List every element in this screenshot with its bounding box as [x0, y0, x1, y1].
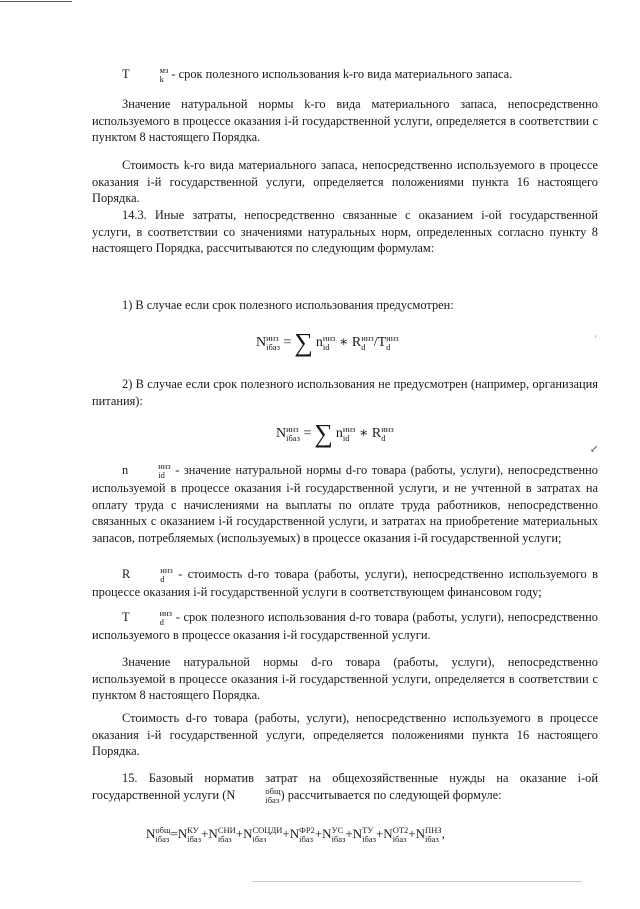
paragraph-case-2: 2) В случае если срок полезного использования не предусмотрен (например, организация питания): — [92, 377, 598, 408]
paragraph-14-3: 14.3. Иные затраты, непосредственно связанные с оказанием i-ой государственной услуги, в соответствии со значениями натуральных норм, определенных согласно пункту 8 настоящего Порядка, рассчитываются по следующим формулам: — [92, 208, 598, 256]
formula-term: N КУ iбаз — [177, 825, 202, 844]
paragraph-nid-definition: n инз id - значение натуральной нормы d-го товара (работы, услуги), непосредственно используемой в процессе оказания i-й государственной услуги, и не учтенной в затратах на оплату труда с начислениями на выплаты по оплате труда работников, непосредственно связанных с оказанием i-й государственной услуги, и затратах на приобретение материальных запасов, потребляемых (используемых) в процессе оказания i-й государственной услуги; — [92, 461, 598, 545]
paragraph-natural-norm-k: Значение натуральной нормы k-го вида материального запаса, непосредственно используемого в процессе оказания i-й государственной услуги, определяется в соответствии с пунктом 8 настоящего Порядка. — [92, 97, 598, 145]
plus-sign: + — [282, 826, 290, 841]
paragraph-natural-norm-d: Значение натуральной нормы d-го товара (работы, услуги), непосредственно используемой в процессе оказания i-й государственной услуги, определяется в соответствии с пунктом 8 настоящего Порядка. — [92, 655, 598, 703]
plus-sign: + — [201, 826, 209, 841]
footer-rule — [252, 881, 582, 882]
formula-term: N ТУ iбаз — [352, 825, 376, 844]
formula-term: N ФР2 iбаз — [289, 825, 315, 844]
formula-term: N СНИ iбаз — [208, 825, 236, 844]
plus-sign: + — [408, 826, 416, 841]
plus-sign: + — [235, 826, 244, 841]
formula-term: N ОТ2 iбаз — [383, 825, 409, 844]
header-rule — [0, 1, 72, 2]
formula-term: N ПНЗ iбаз — [415, 825, 442, 844]
paragraph-15: 15. Базовый норматив затрат на общехозяйственные нужды на оказание i-ой государственной услуги (N общ iбаз ) рассчитывается по следующей формуле: — [92, 771, 598, 805]
plus-sign: + — [314, 826, 323, 841]
plus-sign: + — [345, 826, 353, 841]
formula-without-useful-life: N инз iбаз = ∑ n инз id ∗ R инз d — [276, 419, 394, 448]
formula-term: N УС iбаз — [322, 825, 346, 844]
paragraph-cost-k: Стоимость k-го вида материального запаса, непосредственно используемого в процессе оказания i-й государственной услуги, определяется положениями пункта 16 настоящего Порядка. — [92, 158, 598, 206]
margin-mark: ↙ — [590, 444, 599, 455]
paragraph-rd-definition: R инз d - стоимость d-го товара (работы, услуги), непосредственно используемого в процессе оказания i-й государственной услуги в соответствующем финансовом году; — [92, 565, 598, 599]
formula-terms — [177, 825, 442, 844]
formula-general-expenses: N общ iбаз =N КУ iбаз +N СНИ iбаз +N СОЦДИ iбаз +N ФР2 iбаз +N УС iбаз +N ТУ iбаз +N ОТ2 iбаз +N ПНЗ iбаз , — [146, 825, 445, 844]
formula-with-useful-life: N инз iбаз = ∑ n инз id ∗ R инз d /T инз d — [256, 328, 399, 357]
paragraph-tk-definition: T мз k - срок полезного использования k-го вида материального запаса. — [122, 65, 513, 84]
paragraph-cost-d: Стоимость d-го товара (работы, услуги), непосредственно используемого в процессе оказания i-й государственной услуги, определяется положениями пункта 16 настоящего Порядка. — [92, 711, 598, 759]
margin-mark: ˒ — [594, 330, 598, 341]
paragraph-case-1: 1) В случае если срок полезного использования предусмотрен: — [122, 298, 454, 312]
formula-term: N СОЦДИ iбаз — [243, 825, 283, 844]
plus-sign: + — [375, 826, 384, 841]
paragraph-td-definition: T инз d - срок полезного использования d-го товара (работы, услуги), непосредственно используемого в процессе оказания i-й государственной услуги. — [92, 608, 598, 642]
